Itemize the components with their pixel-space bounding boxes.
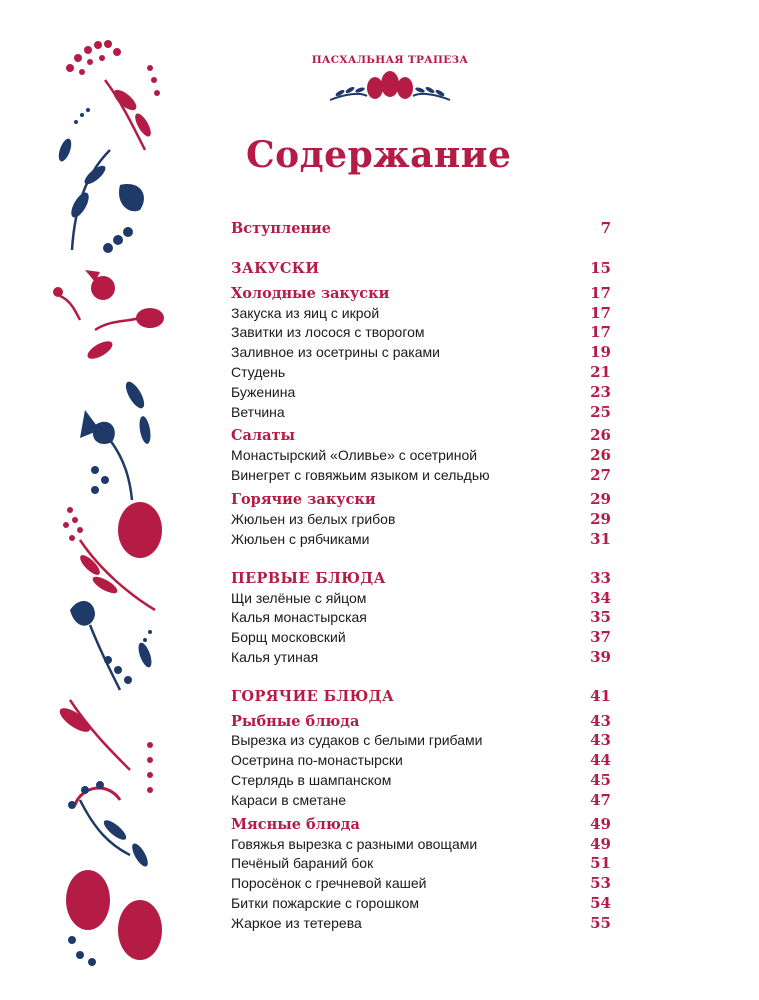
toc-page-number: 44: [590, 751, 611, 769]
toc-entry: [231, 342, 611, 362]
toc-page-number: 29: [590, 510, 611, 528]
toc-title: Битки пожарские с горошком: [231, 895, 419, 911]
toc-page-number: 41: [590, 687, 611, 705]
toc-title: Рыбные блюда: [231, 712, 360, 730]
toc-page-number: 53: [590, 874, 611, 892]
toc-section: [231, 568, 611, 588]
toc-page-number: 31: [590, 530, 611, 548]
toc-title: Салаты: [231, 426, 296, 444]
toc-title: Холодные закуски: [231, 284, 390, 302]
toc-title: Мясные блюда: [231, 815, 360, 833]
toc-page-number: 19: [590, 343, 611, 361]
toc-page-number: 45: [590, 771, 611, 789]
toc-entry: [231, 627, 611, 647]
toc-title: Винегрет с говяжьим языком и сельдью: [231, 467, 490, 483]
toc-title: Завитки из лосося с творогом: [231, 324, 425, 340]
toc-page-number: 25: [590, 403, 611, 421]
toc-title: Калья монастырская: [231, 609, 367, 625]
toc-page-number: 51: [590, 854, 611, 872]
toc-entry: [231, 750, 611, 770]
toc-page-number: 15: [590, 259, 611, 277]
toc-entry: [231, 873, 611, 893]
toc-page-number: 7: [600, 219, 611, 237]
toc-subsection: [231, 218, 611, 238]
toc-entry: [231, 853, 611, 873]
toc-page-number: 27: [590, 466, 611, 484]
toc-title: Калья утиная: [231, 649, 319, 665]
toc-page-number: 17: [590, 304, 611, 322]
toc-page-number: 29: [590, 490, 611, 508]
toc-title: Борщ московский: [231, 629, 346, 645]
toc-entry: [231, 445, 611, 465]
toc-entry: [231, 790, 611, 810]
toc-title: ПЕРВЫЕ БЛЮДА: [231, 569, 386, 587]
toc-title: Осетрина по-монастырски: [231, 752, 403, 768]
toc-title: Стерлядь в шампанском: [231, 772, 392, 788]
toc-entry: [231, 465, 611, 485]
toc-entry: [231, 322, 611, 342]
toc-title: Поросёнок с гречневой кашей: [231, 875, 427, 891]
toc-entry: [231, 834, 611, 854]
toc-subsection: [231, 283, 611, 303]
toc-title: Горячие закуски: [231, 490, 376, 508]
toc-entry: [231, 362, 611, 382]
page-title: Содержание: [246, 134, 512, 176]
toc-title: ЗАКУСКИ: [231, 259, 320, 277]
toc-entry: [231, 529, 611, 549]
toc-title: Студень: [231, 364, 286, 380]
toc-title: Караси в сметане: [231, 792, 347, 808]
toc-title: Монастырский «Оливье» с осетриной: [231, 447, 478, 463]
toc-entry: [231, 588, 611, 608]
eggs-emblem-icon: [305, 48, 475, 118]
toc-page-number: 43: [590, 731, 611, 749]
toc-title: Вступление: [231, 219, 332, 237]
toc-entry: [231, 402, 611, 422]
toc-page-number: 37: [590, 628, 611, 646]
toc-page-number: 17: [590, 323, 611, 341]
toc-page-number: 49: [590, 815, 611, 833]
toc-entry: [231, 730, 611, 750]
toc-subsection: [231, 425, 611, 445]
toc-page-number: 34: [590, 589, 611, 607]
toc-title: Жюльен с рябчиками: [231, 531, 370, 547]
toc-title: Щи зелёные с яйцом: [231, 590, 367, 606]
toc-page-number: 47: [590, 791, 611, 809]
toc-title: Буженина: [231, 384, 296, 400]
toc-entry: [231, 607, 611, 627]
toc-page-number: 54: [590, 894, 611, 912]
toc-title: Печёный бараний бок: [231, 855, 374, 871]
book-logo: [305, 48, 475, 118]
toc-section: [231, 686, 611, 706]
toc-page-number: 39: [590, 648, 611, 666]
toc-subsection: [231, 489, 611, 509]
toc-title: Ветчина: [231, 404, 285, 420]
toc-page-number: 17: [590, 284, 611, 302]
toc-entry: [231, 893, 611, 913]
toc-page-number: 55: [590, 914, 611, 932]
toc-page-number: 26: [590, 446, 611, 464]
toc-page-number: 33: [590, 569, 611, 587]
toc-section: [231, 258, 611, 278]
toc-page-number: 49: [590, 835, 611, 853]
toc-entry: [231, 647, 611, 667]
toc-entry: [231, 913, 611, 933]
toc-title: Говяжья вырезка с разными овощами: [231, 836, 478, 852]
toc-entry: [231, 509, 611, 529]
toc-title: Закуска из яиц с икрой: [231, 305, 380, 321]
toc-title: Заливное из осетрины с раками: [231, 344, 440, 360]
toc-entry: [231, 382, 611, 402]
toc-page-number: 43: [590, 712, 611, 730]
toc-subsection: [231, 711, 611, 731]
toc-entry: [231, 770, 611, 790]
toc-page-number: 21: [590, 363, 611, 381]
toc-subsection: [231, 814, 611, 834]
toc-title: Жюльен из белых грибов: [231, 511, 396, 527]
toc-title: Вырезка из судаков с белыми грибами: [231, 732, 483, 748]
toc-entry: [231, 303, 611, 323]
toc-page-number: 23: [590, 383, 611, 401]
toc-title: Жаркое из тетерева: [231, 915, 362, 931]
toc-page-number: 26: [590, 426, 611, 444]
logo-text: ПАСХАЛЬНАЯ ТРАПЕЗА: [311, 54, 469, 66]
toc-page-number: 35: [590, 608, 611, 626]
toc-title: ГОРЯЧИЕ БЛЮДА: [231, 687, 395, 705]
floral-ornament: [0, 0, 200, 1000]
